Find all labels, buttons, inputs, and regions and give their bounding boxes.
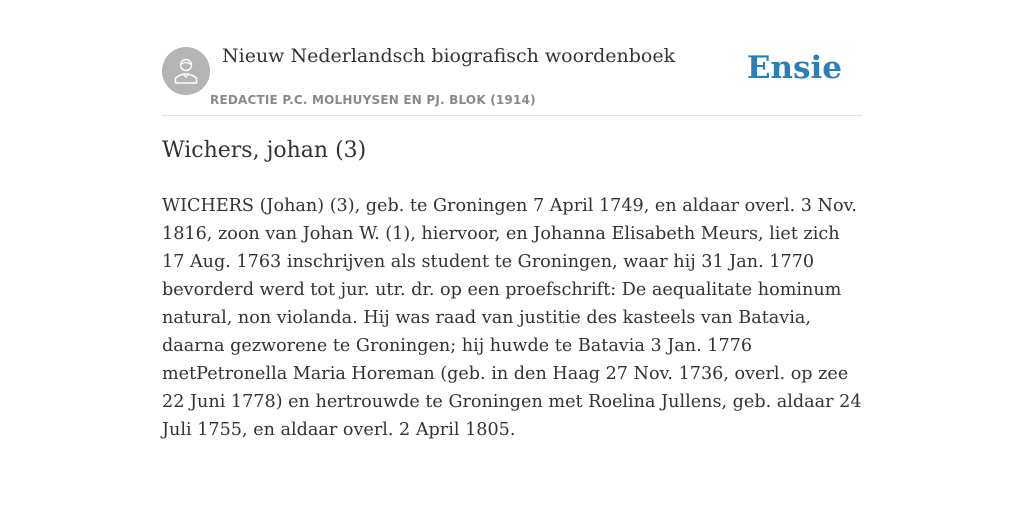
brand-logo[interactable]: Ensie bbox=[746, 50, 842, 86]
user-icon bbox=[174, 57, 198, 85]
entry-text: WICHERS (Johan) (3), geb. te Groningen 7 April 1749, en aldaar overl. 3 Nov. 1816, zoon van Johan W. (1), hiervoor, en Johanna Elisabeth Meurs, liet zich 17 Aug. 1763 inschrijven als student te Groningen, waar hij 31 Jan. 1770 bevorderd werd tot jur. utr. dr. op een proefschrift: De aequalitate hominum natural, non violanda. Hij was raad van justitie des kasteels van Batavia, daarna gezworene te Groningen; hij huwde te Batavia 3 Jan. 1776 metPetronella Maria Horeman (geb. in den Haag 27 Nov. 1736, overl. op zee 22 Juni 1778) en hertrouwde te Groningen met Roelina Jullens, geb. aldaar 24 Juli 1755, en aldaar overl. 2 April 1805. bbox=[162, 196, 862, 440]
page-title: Wichers, johan (3) bbox=[162, 138, 367, 163]
source-title[interactable]: Nieuw Nederlandsch biografisch woordenboek bbox=[222, 45, 676, 67]
avatar[interactable] bbox=[162, 47, 210, 95]
source-editors: REDACTIE P.C. MOLHUYSEN EN PJ. BLOK (1914) bbox=[210, 93, 536, 107]
source-header bbox=[162, 40, 862, 116]
